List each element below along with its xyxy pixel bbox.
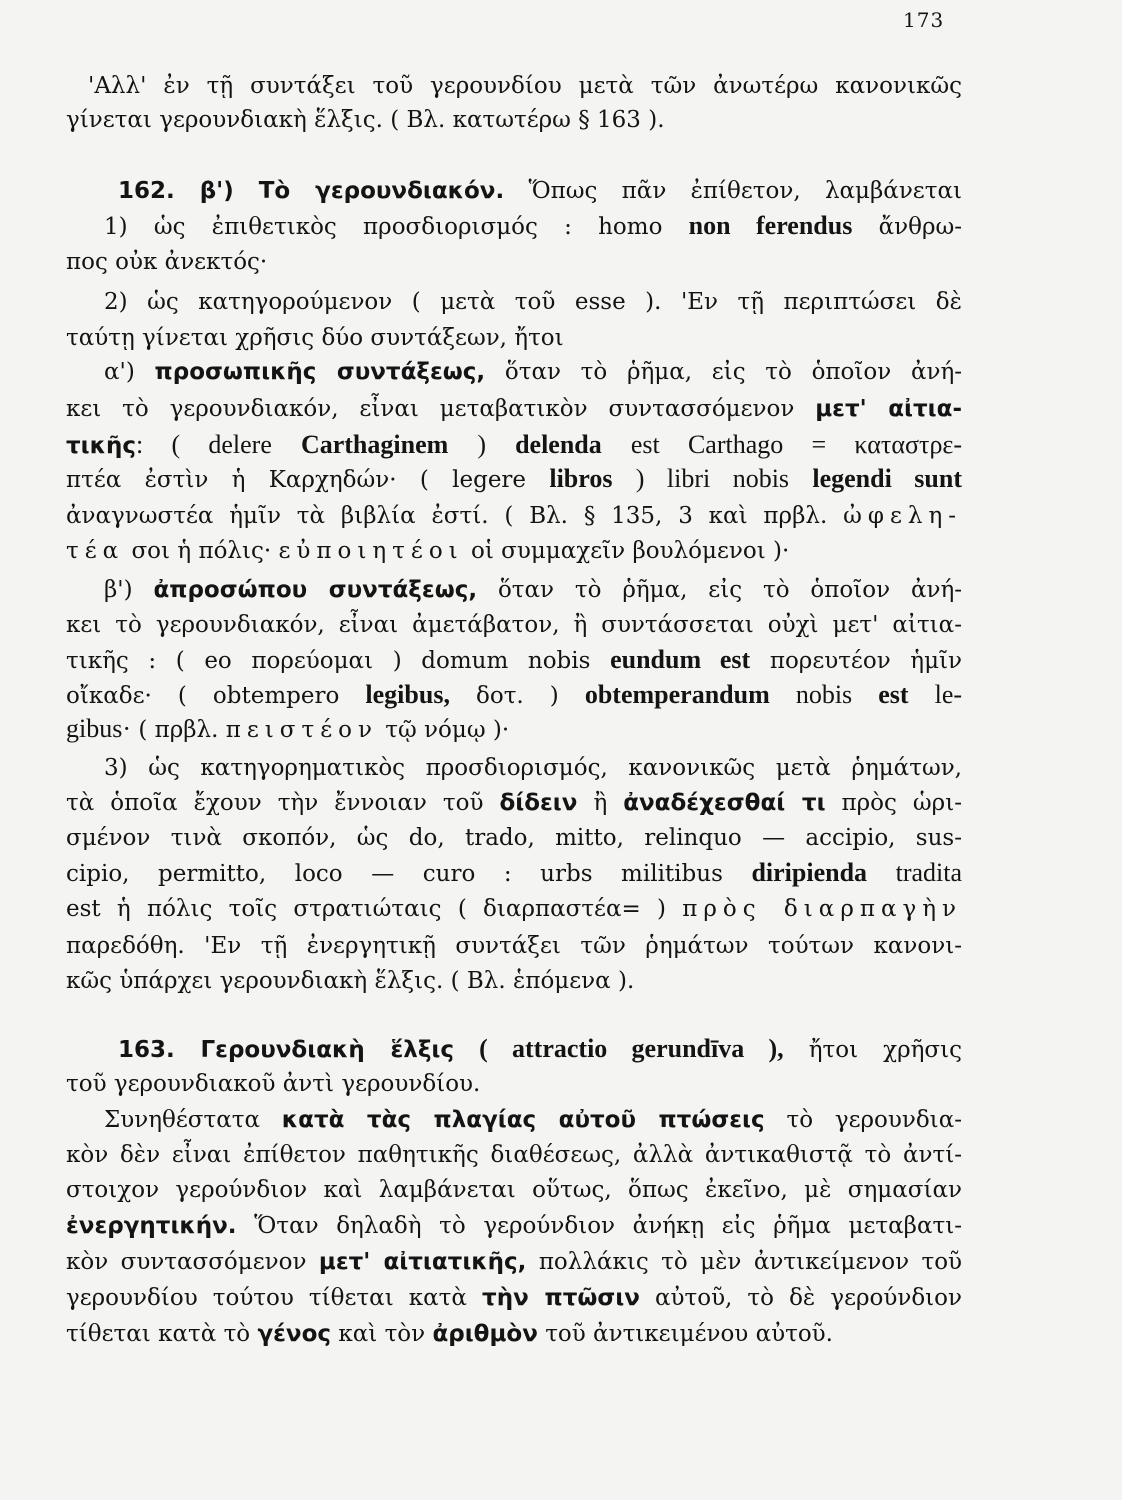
text-line: τὰ ὁποῖα ἔχουν τὴν ἔννοιαν τοῦ δίδειν ἢ ἀναδέχεσθαί τι πρὸς ὡρι- — [66, 790, 962, 816]
text-line: κὸν συντασσόμενον μετ' αἰτιατικῆς, πολλάκις τὸ μὲν ἀντικείμενον τοῦ — [66, 1249, 963, 1275]
text-line: τικῆς : ( eo πορεύομαι ) domum nobis eundum est πορευτέον ἡμῖν — [66, 645, 963, 674]
text-line: οἴκαδε· ( obtempero legibus, δοτ. ) obtemperandum nobis est le- — [66, 680, 963, 709]
text-line: τέα σοι ἡ πόλις· εὐποιητέοι οἱ συμμαχεῖν βουλόμενοι )· — [66, 538, 790, 564]
text-line: τικῆς: ( delere Carthaginem ) delenda est Carthago = καταστρε- — [66, 430, 963, 459]
text-line: 'Αλλ' ἐν τῇ συντάξει τοῦ γερουνδίου μετὰ τῶν ἀνωτέρω κανονικῶς — [88, 73, 962, 99]
text-line: παρεδόθη. 'Εν τῇ ἐνεργητικῇ συντάξει τῶν ῥημάτων τούτων κανονι- — [66, 933, 962, 959]
text-line: γερουνδίου τούτου τίθεται κατὰ τὴν πτῶσιν αὐτοῦ, τὸ δὲ γερούνδιον — [66, 1285, 963, 1311]
text-line: 1) ὡς ἐπιθετικὸς προσδιορισμός : homo non ferendus ἄνθρω- — [104, 211, 963, 240]
text-line: gibus· ( πρβλ. πειστέον τῷ νόμῳ )· — [66, 714, 510, 743]
text-line: πτέα ἐστὶν ἡ Καρχηδών· ( legere libros ) libri nobis legendi sunt — [66, 464, 962, 493]
text-line: ἐνεργητικήν. Ὅταν δηλαδὴ τὸ γερούνδιον ἀνήκῃ εἰς ῥῆμα μεταβατι- — [66, 1213, 963, 1239]
text-line: κει τὸ γερουνδιακόν, εἶναι μεταβατικὸν συντασσόμενον μετ' αἰτια- — [66, 396, 962, 422]
text-line: est ἡ πόλις τοῖς στρατιώταις ( διαρπαστέα= ) πρὸς διαρπαγὴν — [66, 896, 963, 922]
text-line: τοῦ γερουνδιακοῦ ἀντὶ γερουνδίου. — [66, 1071, 481, 1097]
text-line: κει τὸ γερουνδιακόν, εἶναι ἀμετάβατον, ἢ συντάσσεται οὐχὶ μετ' αἰτια- — [66, 612, 962, 638]
text-line: τίθεται κατὰ τὸ γένος καὶ τὸν ἀριθμὸν τοῦ ἀντικειμένου αὐτοῦ. — [66, 1321, 833, 1347]
text-line: Συνηθέστατα κατὰ τὰς πλαγίας αὐτοῦ πτώσεις τὸ γερουνδια- — [104, 1107, 963, 1133]
text-line: 3) ὡς κατηγορηματικὸς προσδιορισμός, κανονικῶς μετὰ ῥημάτων, — [104, 755, 962, 781]
text-line: ταύτῃ γίνεται χρῆσις δύο συντάξεων, ἤτοι — [66, 325, 564, 351]
text-line: γίνεται γερουνδιακὴ ἕλξις. ( Βλ. κατωτέρω § 163 ). — [66, 107, 665, 133]
text-line: α') προσωπικῆς συντάξεως, ὅταν τὸ ῥῆμα, εἰς τὸ ὁποῖον ἀνή- — [104, 359, 963, 385]
text-line: cipio, permitto, loco — curo : urbs militibus diripienda tradita — [66, 858, 963, 887]
text-line: κὸν δὲν εἶναι ἐπίθετον παθητικῆς διαθέσεως, ἀλλὰ ἀντικαθιστᾷ τὸ ἀντί- — [66, 1142, 962, 1168]
section-162-heading: 162. β') Τὸ γερουνδιακόν. Ὅπως πᾶν ἐπίθετον, λαμβάνεται — [118, 178, 963, 204]
section-163-heading: 163. Γερουνδιακὴ ἕλξις ( attractio gerundīva ), ἤτοι χρῆσις — [118, 1034, 963, 1063]
text-line: 2) ὡς κατηγορούμενον ( μετὰ τοῦ esse ). 'Εν τῇ περιπτώσει δὲ — [104, 289, 962, 315]
text-line: πος οὐκ ἀνεκτός· — [66, 249, 268, 275]
text-line: στοιχον γερούνδιον καὶ λαμβάνεται οὕτως, ὅπως ἐκεῖνο, μὲ σημασίαν — [66, 1177, 962, 1203]
text-line: β') ἀπροσώπου συντάξεως, ὅταν τὸ ῥῆμα, εἰς τὸ ὁποῖον ἀνή- — [104, 577, 963, 603]
text-line: σμένον τινὰ σκοπόν, ὡς do, trado, mitto, relinquo — accipio, sus- — [66, 825, 962, 851]
text-line: ἀναγνωστέα ἡμῖν τὰ βιβλία ἐστί. ( Βλ. § 135, 3 καὶ πρβλ. ὠφελη- — [66, 503, 963, 529]
text-line: κῶς ὑπάρχει γερουνδιακὴ ἕλξις. ( Βλ. ἑπόμενα ). — [66, 968, 635, 994]
page-number: 173 — [903, 8, 945, 32]
